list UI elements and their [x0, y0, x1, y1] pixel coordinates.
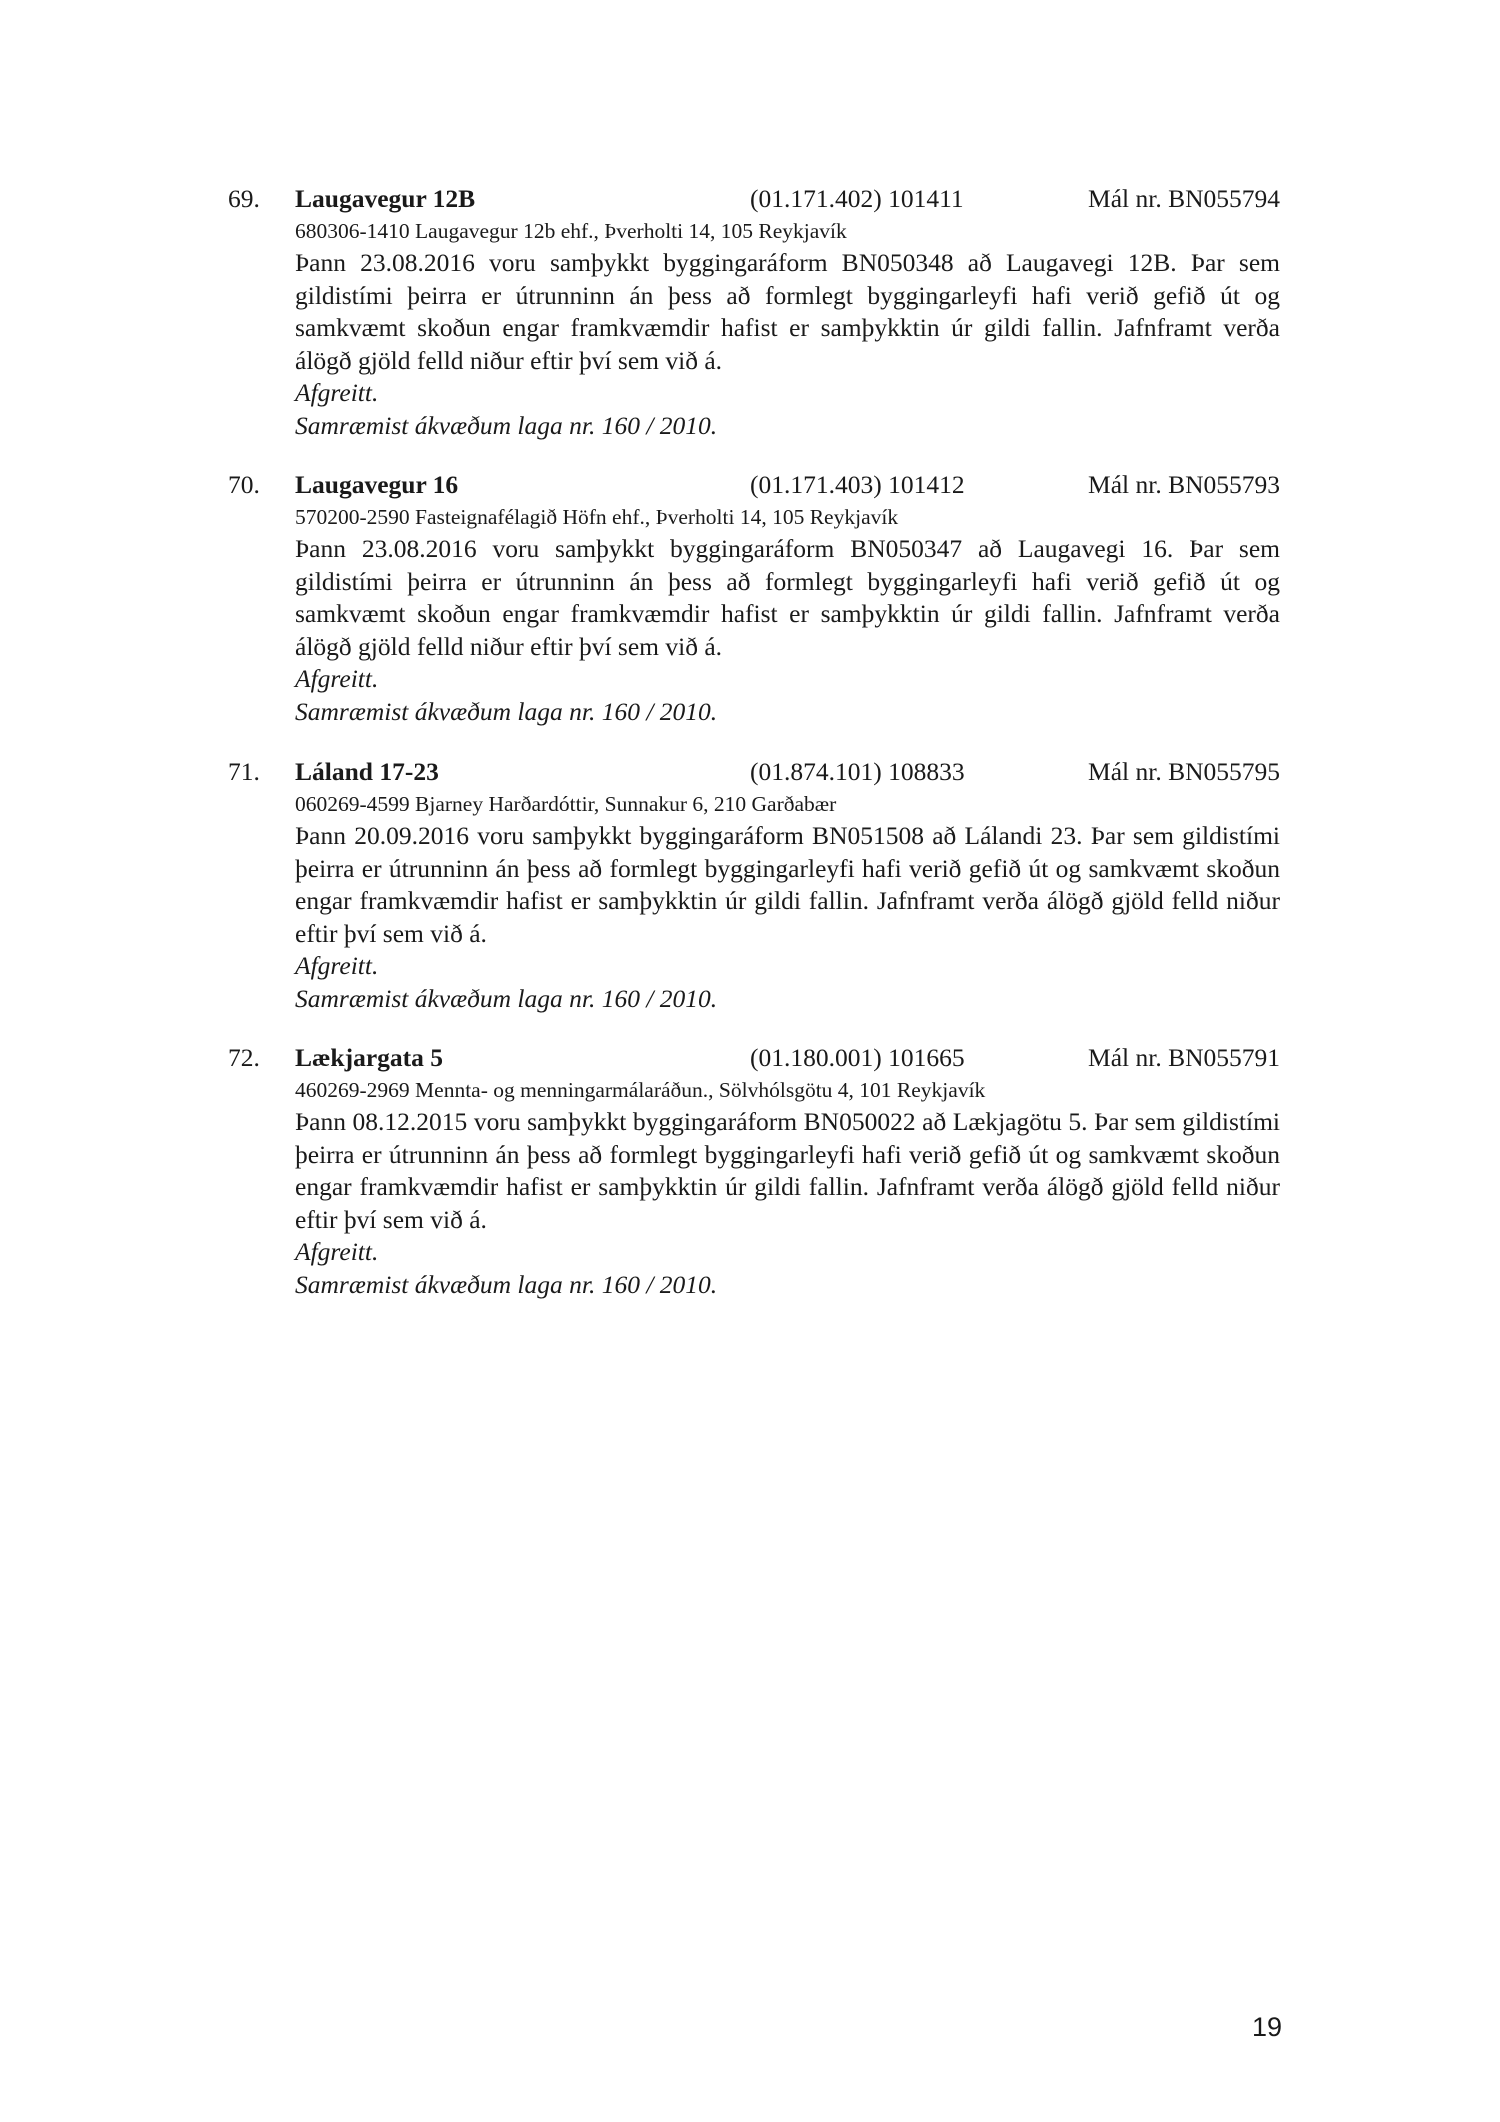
entry-status: Afgreitt. [295, 951, 379, 980]
entry-law: Samræmist ákvæðum laga nr. 160 / 2010. [295, 696, 718, 726]
entry-status: Afgreitt. [295, 664, 379, 693]
entry-72 [228, 1041, 1280, 1301]
entry-case-number: Mál nr. BN055793 [1088, 470, 1280, 499]
entry-number: 70. [228, 470, 260, 499]
entry-header [228, 1041, 1280, 1075]
entry-reference: (01.171.403) 101412 [750, 470, 965, 499]
entry-reference: (01.180.001) 101665 [750, 1043, 965, 1072]
entry-law: Samræmist ákvæðum laga nr. 160 / 2010. [295, 410, 718, 440]
entry-body: Þann 23.08.2016 voru samþykkt byggingaráform BN050348 að Laugavegi 12B. Þar sem gildistími þeirra er útrunninn án þess að formlegt byggingarleyfi hafi verið gefið út og samkvæmt skoðun engar framkvæmdir hafist er samþykktin úr gildi fallin. Jafnframt verða álögð gjöld felld niður eftir því sem við á. [295, 248, 1280, 375]
entry-applicant: 060269-4599 Bjarney Harðardóttir, Sunnakur 6, 210 Garðabær [295, 792, 837, 816]
entry-body: Þann 23.08.2016 voru samþykkt byggingaráform BN050347 að Laugavegi 16. Þar sem gildistími þeirra er útrunninn án þess að formlegt byggingarleyfi hafi verið gefið út og samkvæmt skoðun engar framkvæmdir hafist er samþykktin úr gildi fallin. Jafnframt verða álögð gjöld felld niður eftir því sem við á. [295, 534, 1280, 661]
entry-71 [228, 755, 1280, 1015]
entry-reference: (01.171.402) 101411 [750, 184, 964, 213]
entry-applicant: 680306-1410 Laugavegur 12b ehf., Þverholti 14, 105 Reykjavík [295, 219, 847, 243]
entry-reference: (01.874.101) 108833 [750, 757, 965, 786]
page-number: 19 [1251, 2012, 1282, 2042]
entry-title: Láland 17-23 [295, 757, 439, 786]
entry-case-number: Mál nr. BN055791 [1088, 1043, 1280, 1072]
entry-status: Afgreitt. [295, 378, 379, 407]
entry-title: Laugavegur 16 [295, 470, 459, 499]
entry-header [228, 755, 1280, 789]
entry-law: Samræmist ákvæðum laga nr. 160 / 2010. [295, 983, 718, 1013]
entry-title: Lækjargata 5 [295, 1043, 444, 1072]
entry-number: 72. [228, 1043, 260, 1072]
entry-70 [228, 468, 1280, 728]
entry-69 [228, 182, 1280, 442]
entry-number: 69. [228, 184, 260, 213]
entry-case-number: Mál nr. BN055795 [1088, 757, 1280, 786]
entry-applicant: 570200-2590 Fasteignafélagið Höfn ehf., Þverholti 14, 105 Reykjavík [295, 505, 899, 529]
entry-title: Laugavegur 12B [295, 184, 476, 213]
entry-body: Þann 08.12.2015 voru samþykkt byggingaráform BN050022 að Lækjagötu 5. Þar sem gildistími þeirra er útrunninn án þess að formlegt byggingarleyfi hafi verið gefið út og samkvæmt skoðun engar framkvæmdir hafist er samþykktin úr gildi fallin. Jafnframt verða álögð gjöld felld niður eftir því sem við á. [295, 1107, 1280, 1234]
entry-body: Þann 20.09.2016 voru samþykkt byggingaráform BN051508 að Lálandi 23. Þar sem gildistími þeirra er útrunninn án þess að formlegt byggingarleyfi hafi verið gefið út og samkvæmt skoðun engar framkvæmdir hafist er samþykktin úr gildi fallin. Jafnframt verða álögð gjöld felld niður eftir því sem við á. [295, 821, 1280, 948]
entry-case-number: Mál nr. BN055794 [1088, 184, 1280, 213]
entry-law: Samræmist ákvæðum laga nr. 160 / 2010. [295, 1269, 718, 1299]
entry-header [228, 468, 1280, 502]
entry-applicant: 460269-2969 Mennta- og menningarmálaráðun., Sölvhólsgötu 4, 101 Reykjavík [295, 1078, 986, 1102]
entry-header [228, 182, 1280, 216]
entry-number: 71. [228, 757, 260, 786]
entry-status: Afgreitt. [295, 1237, 379, 1266]
